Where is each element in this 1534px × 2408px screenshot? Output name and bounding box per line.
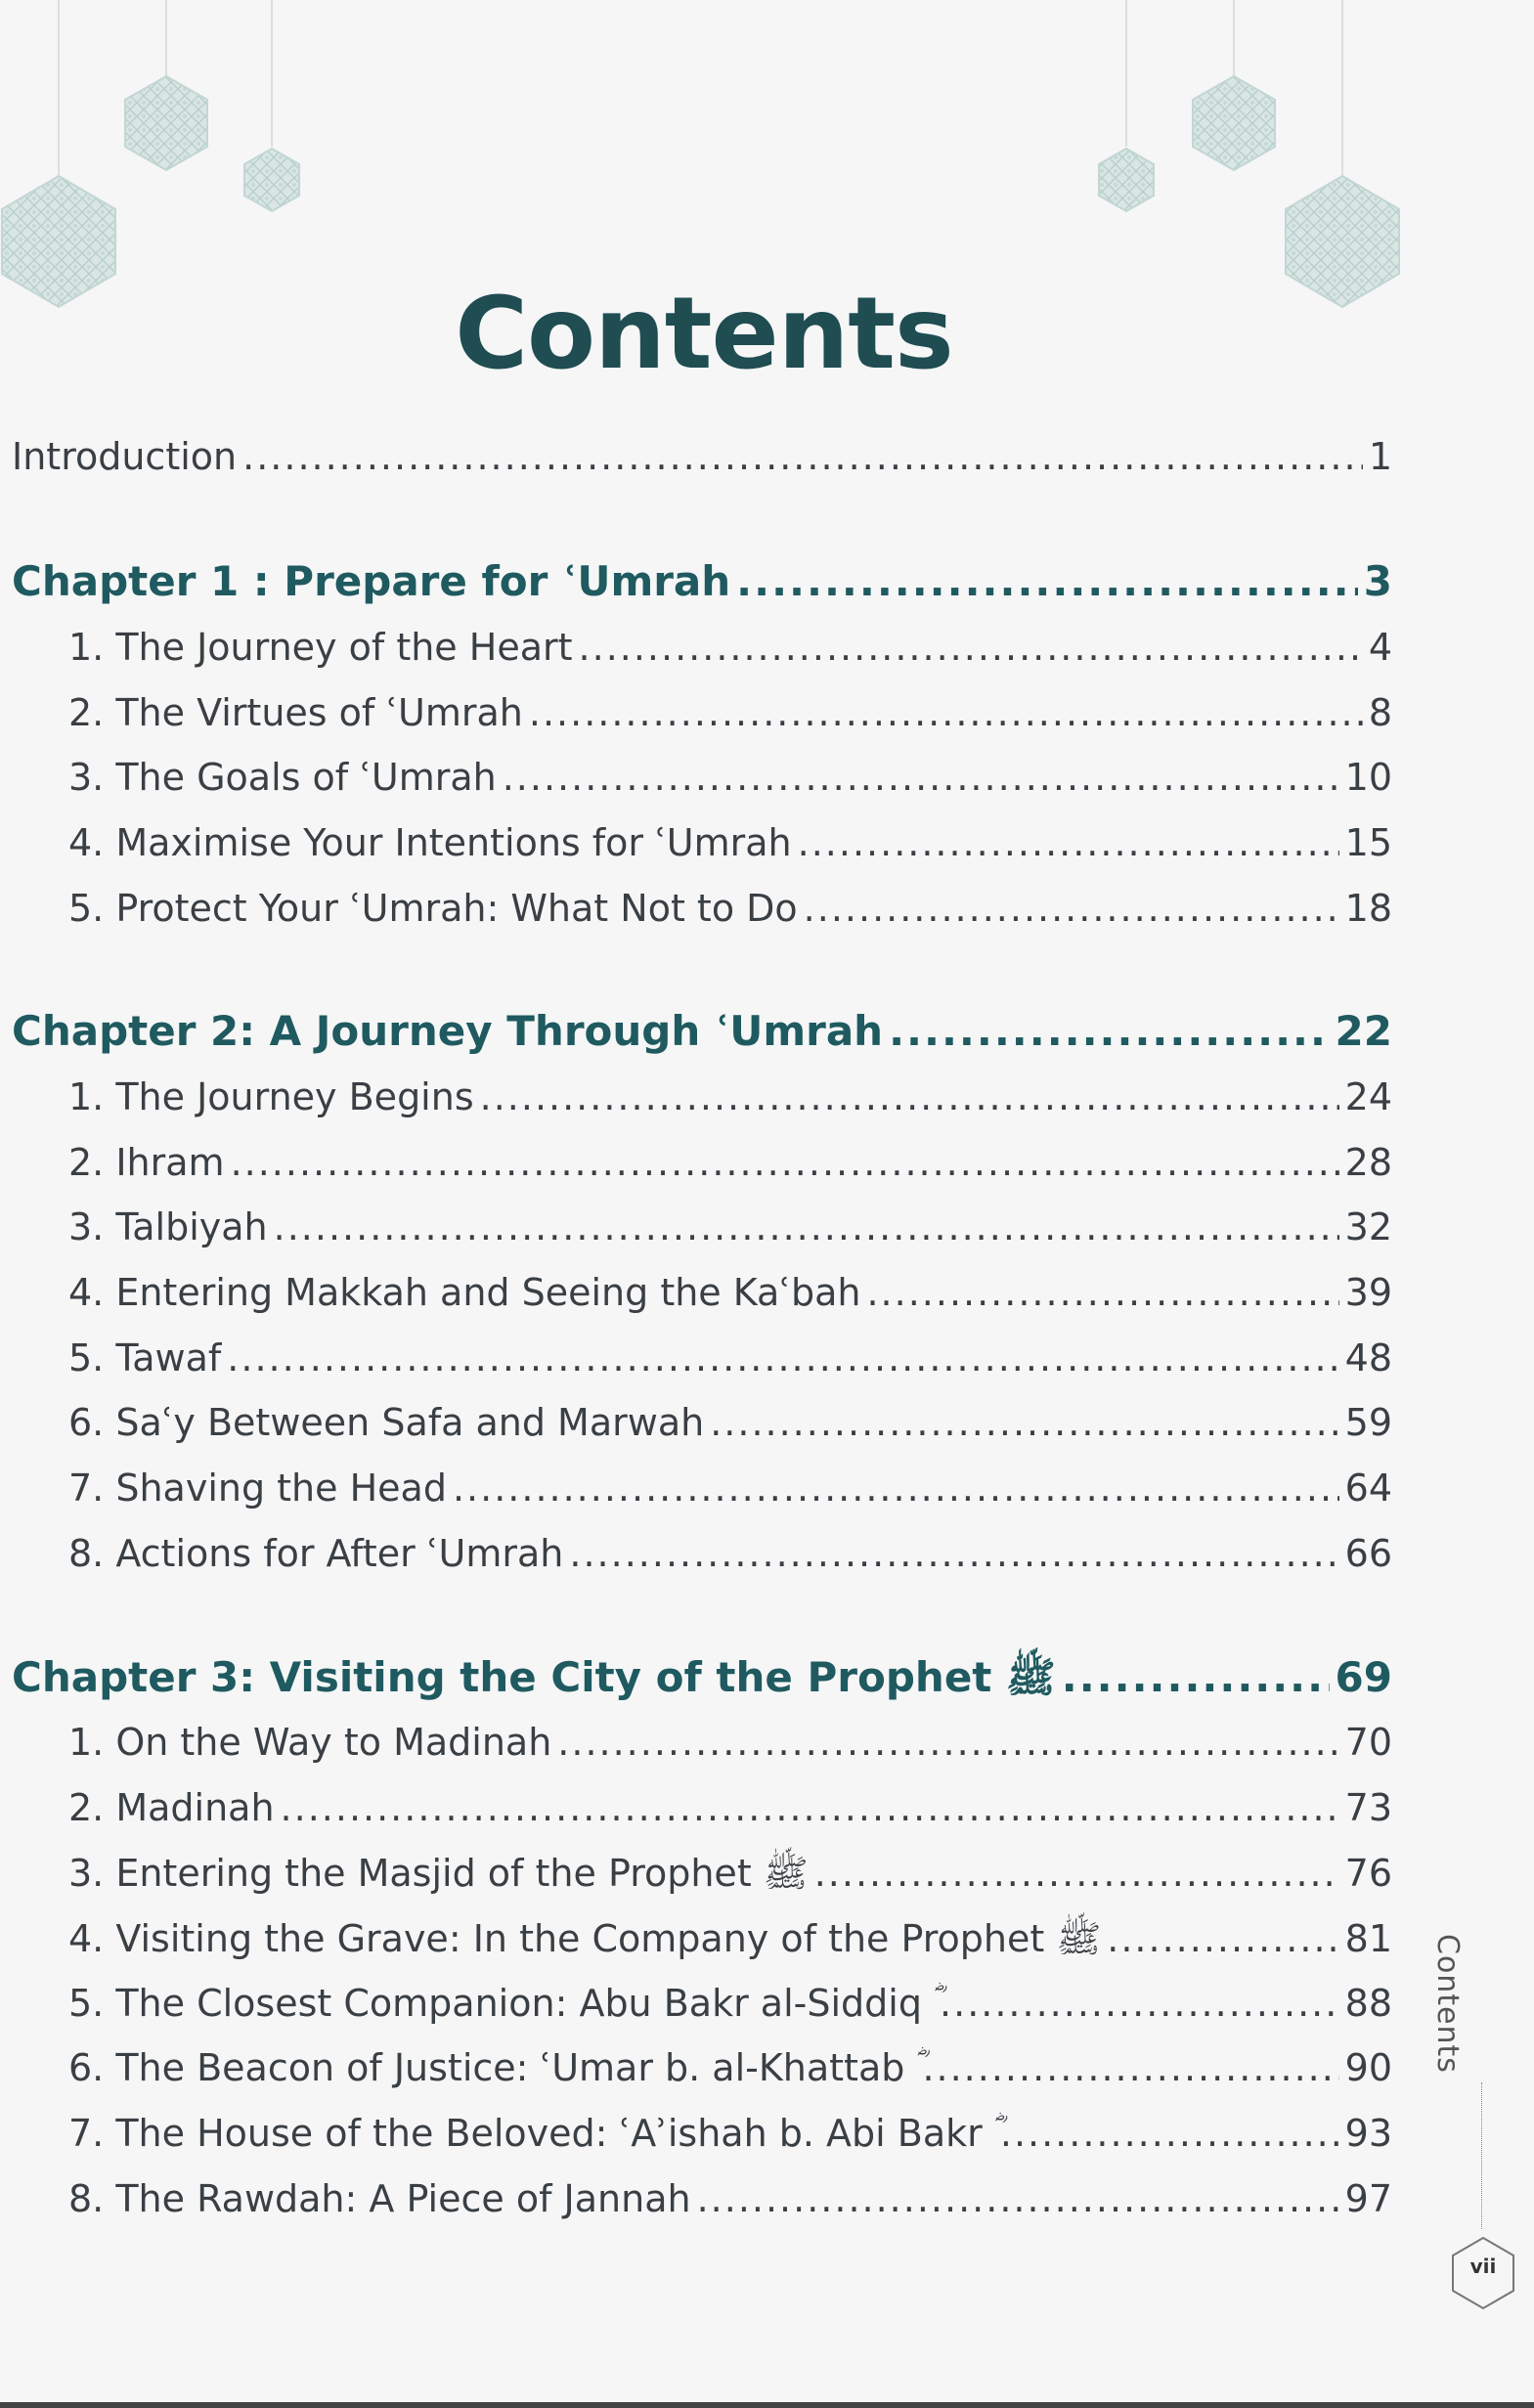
toc-entry-page: 48 (1344, 1336, 1392, 1379)
dot-leader (503, 756, 1339, 799)
toc-chapter-entry (12, 557, 1392, 605)
toc-entry-page: 59 (1344, 1401, 1392, 1444)
dot-leader (814, 1852, 1339, 1895)
side-divider (1481, 2082, 1482, 2229)
toc-entry-label: 1. The Journey Begins (68, 1075, 474, 1118)
toc-entry-label: 5. The Closest Companion: Abu Bakr al-Siddiq ؓ (68, 1982, 935, 2025)
page-bottom-edge (0, 2402, 1534, 2408)
lantern-hexagon (1193, 76, 1275, 170)
toc-entry-label: 4. Maximise Your Intentions for ʿUmrah (68, 821, 792, 864)
toc-entry-page: 66 (1344, 1532, 1392, 1575)
toc-entry-label: 6. Saʿy Between Safa and Marwah (68, 1401, 705, 1444)
dot-leader (922, 2046, 1338, 2089)
toc-section-entry (68, 626, 1392, 669)
lantern-hexagon (1099, 149, 1154, 211)
toc-section-entry (68, 1851, 1392, 1905)
toc-entry-label: Chapter 2: A Journey Through ʿUmrah (12, 1007, 884, 1055)
toc-section-entry (68, 1916, 1392, 1970)
dot-leader (889, 1007, 1329, 1055)
toc-entry-label: 2. Madinah (68, 1786, 275, 1829)
dot-leader (736, 557, 1358, 605)
toc-section-entry (68, 1721, 1392, 1764)
dot-leader (798, 821, 1339, 864)
toc-entry-label: 3. The Goals of ʿUmrah (68, 756, 497, 799)
toc-section-entry (68, 1401, 1392, 1444)
toc-entry-label: 1. On the Way to Madinah (68, 1721, 552, 1764)
dot-leader (453, 1467, 1339, 1510)
toc-entry-page: 8 (1368, 691, 1392, 734)
toc-section-entry (68, 1205, 1392, 1248)
toc-section-entry (68, 1271, 1392, 1314)
toc-entry-label: 1. The Journey of the Heart (68, 626, 573, 669)
toc-section-entry (68, 821, 1392, 864)
toc-section-entry (68, 1467, 1392, 1510)
toc-section-entry (68, 1786, 1392, 1829)
dot-leader (529, 691, 1363, 734)
lantern-hexagon (125, 76, 207, 170)
dot-leader (1107, 1917, 1338, 1960)
toc-section-entry (68, 1075, 1392, 1118)
toc-section-entry (68, 1336, 1392, 1379)
toc-entry-label: 3. Entering the Masjid of the Prophet ﷺ (68, 1852, 809, 1895)
toc-chapter-entry (12, 1007, 1392, 1055)
toc-entry-page: 28 (1344, 1141, 1392, 1184)
toc-section-entry (68, 1532, 1392, 1575)
dot-leader (1000, 2112, 1339, 2155)
dot-leader (710, 1401, 1338, 1444)
toc-entry-label: 3. Talbiyah (68, 1205, 268, 1248)
toc-entry-page: 73 (1344, 1786, 1392, 1829)
toc-entry-label: Introduction (12, 435, 238, 478)
toc-entry-label: Chapter 3: Visiting the City of the Prophet ﷺ (12, 1653, 1056, 1701)
dot-leader (579, 626, 1363, 669)
toc-intro-entry (12, 435, 1392, 478)
dot-leader (227, 1336, 1338, 1379)
dot-leader (804, 887, 1339, 930)
toc-entry-page: 64 (1344, 1467, 1392, 1510)
toc-entry-label: 5. Protect Your ʿUmrah: What Not to Do (68, 887, 798, 930)
toc-entry-page: 70 (1344, 1721, 1392, 1764)
dot-leader (557, 1721, 1338, 1764)
toc-section-entry (68, 691, 1392, 734)
toc-entry-page: 97 (1344, 2177, 1392, 2220)
toc-entry-page: 18 (1344, 887, 1392, 930)
dot-leader (697, 2177, 1339, 2220)
toc-entry-label: 5. Tawaf (68, 1336, 222, 1379)
dot-leader (866, 1271, 1338, 1314)
toc-section-entry (68, 887, 1392, 930)
toc-entry-page: 88 (1344, 1982, 1392, 2025)
toc-section-entry (68, 2177, 1392, 2220)
toc-section-entry (68, 756, 1392, 799)
toc-entry-page: 3 (1363, 557, 1392, 605)
dot-leader (480, 1075, 1339, 1118)
toc-entry-page: 39 (1344, 1271, 1392, 1314)
toc-section-entry (68, 2112, 1392, 2156)
toc-entry-page: 76 (1344, 1852, 1392, 1895)
toc-entry-page: 69 (1335, 1653, 1392, 1701)
toc-section-entry (68, 2046, 1392, 2090)
dot-leader (281, 1786, 1339, 1829)
toc-entry-page: 90 (1344, 2046, 1392, 2089)
toc-entry-label: 2. Ihram (68, 1141, 225, 1184)
lantern-hexagon (244, 149, 299, 211)
dot-leader (242, 435, 1363, 478)
toc-entry-page: 81 (1344, 1917, 1392, 1960)
toc-entry-label: 2. The Virtues of ʿUmrah (68, 691, 523, 734)
toc-entry-page: 24 (1344, 1075, 1392, 1118)
toc-entry-page: 10 (1344, 756, 1392, 799)
toc-entry-page: 1 (1368, 435, 1392, 478)
toc-entry-label: 7. Shaving the Head (68, 1467, 447, 1510)
running-header-label: Contents (1430, 1934, 1465, 2074)
toc-section-entry (68, 1141, 1392, 1184)
dot-leader (231, 1141, 1339, 1184)
toc-entry-page: 32 (1344, 1205, 1392, 1248)
toc-entry-page: 15 (1344, 821, 1392, 864)
toc-entry-page: 22 (1335, 1007, 1392, 1055)
page-title: Contents (455, 276, 953, 392)
dot-leader (274, 1205, 1339, 1248)
toc-chapter-entry (12, 1652, 1392, 1712)
toc-entry-label: 4. Entering Makkah and Seeing the Kaʿbah (68, 1271, 861, 1314)
toc-entry-label: 4. Visiting the Grave: In the Company of the Prophet ﷺ (68, 1917, 1102, 1960)
dot-leader (569, 1532, 1338, 1575)
toc-entry-label: Chapter 1 : Prepare for ʿUmrah (12, 557, 731, 605)
toc-entry-label: 6. The Beacon of Justice: ʿUmar b. al-Khattab ؓ (68, 2046, 917, 2089)
toc-entry-label: 8. Actions for After ʿUmrah (68, 1532, 564, 1575)
toc-entry-label: 8. The Rawdah: A Piece of Jannah (68, 2177, 691, 2220)
toc-entry-page: 93 (1344, 2112, 1392, 2155)
dot-leader (940, 1982, 1339, 2025)
toc-entry-page: 4 (1368, 626, 1392, 669)
toc-section-entry (68, 1982, 1392, 2026)
dot-leader (1062, 1653, 1330, 1701)
page-number: vii (1469, 2255, 1497, 2278)
toc-entry-label: 7. The House of the Beloved: ʿAʾishah b. Abi Bakr ؓ (68, 2112, 994, 2155)
